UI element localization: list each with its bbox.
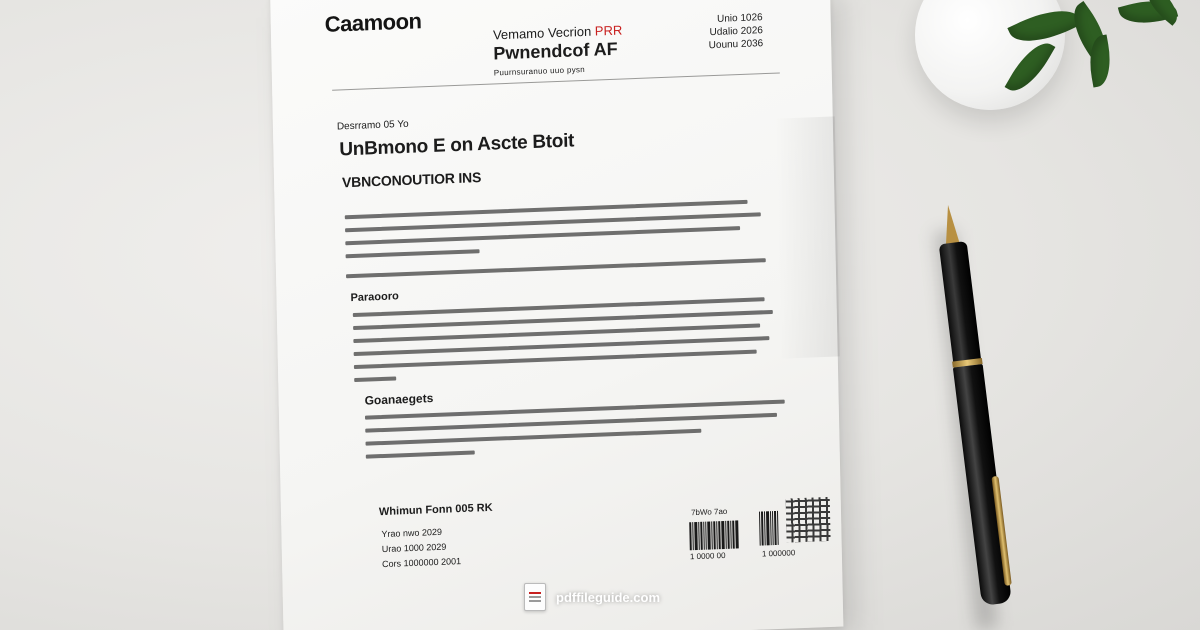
fountain-pen bbox=[918, 201, 1029, 625]
signature-line: Yrao nwo 2029 bbox=[381, 526, 443, 540]
signature-line: Cors 1000000 2001 bbox=[381, 556, 462, 570]
barcode-label: 7bWo 7ao bbox=[690, 506, 728, 518]
header-line-3: Puurnsuranuo uuo pysn bbox=[493, 64, 586, 78]
header-meta-line: Uounu 2036 bbox=[708, 38, 764, 52]
header-line-1: Vemamo Vecrion bbox=[492, 23, 592, 43]
barcode bbox=[689, 520, 739, 550]
document-icon bbox=[524, 583, 546, 611]
header-accent: PRR bbox=[594, 22, 623, 39]
body-paragraph bbox=[365, 400, 786, 468]
body-paragraph bbox=[345, 199, 766, 267]
watermark bbox=[524, 583, 660, 611]
section-heading: Paraooro bbox=[350, 290, 399, 305]
watermark-text: pdffileguide.com bbox=[556, 589, 660, 605]
document-sheet bbox=[270, 0, 843, 630]
prepared-for: Desrramo 05 Yo bbox=[336, 118, 409, 133]
qr-code bbox=[786, 497, 831, 543]
document-header bbox=[493, 23, 623, 78]
document-subtitle: VBNCONOUTIOR INS bbox=[341, 169, 482, 191]
document-title: UnBmono E on Ascte Btoit bbox=[339, 130, 575, 161]
header-line-2: Pwnendcof AF bbox=[493, 38, 618, 64]
barcode bbox=[759, 511, 779, 546]
header-meta bbox=[683, 11, 764, 53]
page-curl bbox=[775, 116, 840, 358]
signature-block bbox=[381, 524, 461, 572]
barcode-number: 1 000000 bbox=[761, 548, 796, 559]
signature-line: Urao 1000 2029 bbox=[381, 541, 447, 555]
signature-block-title: Whimun Fonn 005 RK bbox=[378, 501, 493, 519]
header-meta-line: Unio 1026 bbox=[716, 12, 763, 25]
section-heading: Goanaegets bbox=[364, 391, 434, 408]
barcode-number: 1 0000 00 bbox=[689, 550, 726, 562]
body-paragraph bbox=[353, 297, 774, 392]
document-logo: Caamoon bbox=[324, 8, 422, 37]
header-meta-line: Udalio 2026 bbox=[709, 25, 764, 39]
header-divider bbox=[332, 72, 780, 90]
